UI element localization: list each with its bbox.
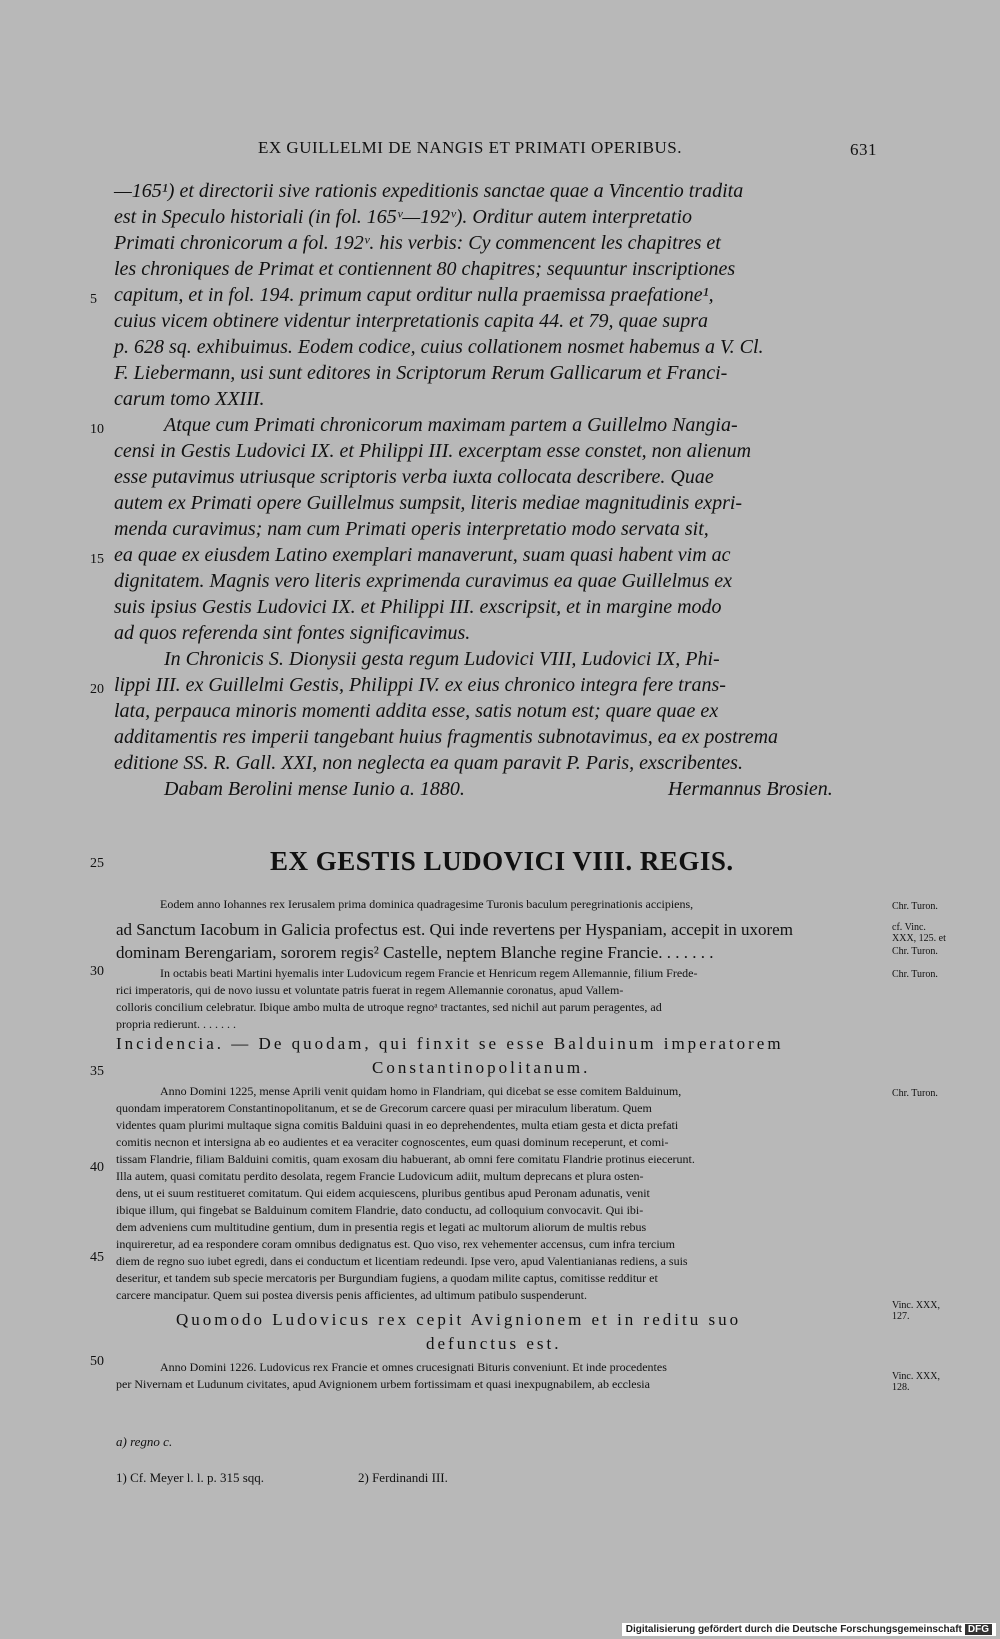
margin-note: Chr. Turon. [892, 901, 938, 912]
line-number: 25 [90, 856, 104, 871]
intro-line: censi in Gestis Ludovici IX. et Philippi III. excerptam esse constet, non alienum [114, 440, 752, 462]
line-number: 15 [90, 552, 104, 567]
line-number: 20 [90, 682, 104, 697]
body-line: inquireretur, ad ea respondere coram omnibus dedignatus est. Quo viso, rex vehementer accensus, cum infra tercium [116, 1237, 675, 1251]
body-line: per Nivernam et Ludunum civitates, apud Avignionem urbem fortissimam et quasi inexpugnabilem, ab ecclesia [116, 1377, 650, 1391]
intro-line: suis ipsius Gestis Ludovici IX. et Philippi III. exscripsit, et in margine modo [114, 596, 722, 618]
body-line: rici imperatoris, qui de novo iussu et voluntate patris fuerat in regem Allemannie coronatus, apud Vallem- [116, 983, 624, 997]
signature-author: Hermannus Brosien. [668, 778, 833, 800]
intro-line: carum tomo XXIII. [114, 388, 265, 410]
signature-date: Dabam Berolini mense Iunio a. 1880. [164, 778, 465, 800]
dfg-credit [622, 1623, 996, 1636]
line-number: 45 [90, 1250, 104, 1265]
line-number: 30 [90, 964, 104, 979]
running-header: EX GUILLELMI DE NANGIS ET PRIMATI OPERIBUS. [258, 138, 682, 157]
body-line: diem de regno suo iubet egredi, dans ei conductum et licentiam redeundi. Ipse vero, apud Valentianianas rediens, a suis [116, 1254, 688, 1268]
body-line: tissam Flandrie, filiam Balduini comitis, quam exosam diu habuerant, ab omni fere comitatu Flandrie protinus eiecerunt. [116, 1152, 695, 1166]
intro-line: Atque cum Primati chronicorum maximam partem a Guillelmo Nangia- [164, 414, 738, 436]
line-number: 35 [90, 1064, 104, 1079]
incidencia-heading: Incidencia. — De quodam, qui finxit se esse Balduinum imperatorem [116, 1034, 784, 1053]
margin-note: Chr. Turon. [892, 946, 938, 957]
intro-line: Primati chronicorum a fol. 192ᵛ. his verbis: Cy commencent les chapitres et [114, 232, 721, 254]
body-line: ad Sanctum Iacobum in Galicia profectus est. Qui inde revertens per Hyspaniam, accepit in uxorem [116, 920, 793, 939]
avignon-heading: defunctus est. [426, 1334, 562, 1353]
line-number: 40 [90, 1160, 104, 1175]
body-line: ibique illum, qui fingebat se Balduinum comitem Flandrie, dato conductu, ad colloquium convocavit. Qui ibi- [116, 1203, 644, 1217]
margin-note: Vinc. XXX, 127. [892, 1300, 941, 1322]
body-line: deseritur, et tandem sub specie mercatoris per Burgundiam fugiens, a quodam milite captus, comitisse redditur et [116, 1271, 658, 1285]
incidencia-heading: Constantinopolitanum. [372, 1058, 591, 1077]
footnote: 2) Ferdinandi III. [358, 1470, 448, 1485]
footnote: 1) Cf. Meyer l. l. p. 315 sqq. [116, 1470, 265, 1485]
body-line: videntes quam plurimi multaque signa comitis Balduini quasi in eo deprehendentes, multa etiam gesta et dicta prefati [116, 1118, 679, 1132]
avignon-heading: Quomodo Ludovicus rex cepit Avignionem et in reditu suo [176, 1310, 742, 1329]
body-line: Eodem anno Iohannes rex Ierusalem prima dominica quadragesime Turonis baculum peregrinationis accipiens, [160, 897, 694, 911]
intro-line: lata, perpauca minoris momenti addita esse, satis notum est; quare quae ex [114, 700, 719, 722]
intro-line: esse putavimus utriusque scriptoris verba iuxta collocata describere. Quae [114, 466, 714, 488]
dfg-logo: DFG [965, 1624, 992, 1635]
intro-line: lippi III. ex Guillelmi Gestis, Philippi IV. ex eius chronico integra fere trans- [114, 674, 726, 696]
body-line: comitis necnon et intersigna ab eo audientes et ea veraciter cognoscentes, eum quasi dominum receperunt, et comi- [116, 1135, 669, 1149]
intro-line: ea quae ex eiusdem Latino exemplari manaverunt, suam quasi habent vim ac [114, 544, 731, 566]
body-line: In octabis beati Martini hyemalis inter Ludovicum regem Francie et Henricum regem Allemannie, filium Frede- [160, 966, 698, 980]
line-number: 50 [90, 1354, 104, 1369]
intro-line: —165¹) et directorii sive rationis expeditionis sanctae quae a Vincentio tradita [114, 180, 744, 202]
credit-text: Digitalisierung gefördert durch die Deutsche Forschungsgemeinschaft [625, 1624, 962, 1635]
line-number: 10 [90, 422, 104, 437]
body-line: propria redierunt. . . . . . . [116, 1017, 236, 1031]
intro-line: est in Speculo historiali (in fol. 165ᵛ—192ᵛ). Orditur autem interpretatio [114, 206, 693, 228]
body-line: dens, ut ei suum restitueret comitatum. Qui eidem acquiescens, pluribus gentibus apud Peronam adunatis, venit [116, 1186, 650, 1200]
margin-note: Chr. Turon. [892, 1088, 938, 1099]
body-line: Anno Domini 1226. Ludovicus rex Francie et omnes crucesignati Bituris conveniunt. Et inde procedentes [160, 1360, 667, 1374]
intro-line: capitum, et in fol. 194. primum caput orditur nulla praemissa praefatione¹, [114, 284, 714, 306]
body-line: Illa autem, quasi comitatu perdito desolata, regem Francie Ludovicum adiit, multum deprecans et plura osten- [116, 1169, 644, 1183]
body-line: Anno Domini 1225, mense Aprili venit quidam homo in Flandriam, qui dicebat se esse comitem Balduinum, [160, 1084, 682, 1098]
margin-note: Chr. Turon. [892, 969, 938, 980]
section-title: EX GESTIS LUDOVICI VIII. REGIS. [270, 846, 734, 876]
intro-line: F. Liebermann, usi sunt editores in Scriptorum Rerum Gallicarum et Franci- [114, 362, 728, 384]
body-line: colloris concilium celebratur. Ibique ambo multa de utroque regnoᵃ tractantes, sed nichil aut parum peragentes, ad [116, 1000, 662, 1014]
body-line: carcere mancipatur. Quem sui postea diversis penis afficientes, ad ultimum patibulo suspenderunt. [116, 1288, 587, 1302]
intro-line: cuius vicem obtinere videntur interpretationis capita 44. et 79, quae supra [114, 310, 708, 332]
intro-line: les chroniques de Primat et contiennent 80 chapitres; sequuntur inscriptiones [114, 258, 736, 280]
margin-note: Vinc. XXX, 128. [892, 1371, 941, 1393]
line-number: 5 [90, 292, 97, 307]
intro-line: additamentis res imperii tangebant huius fragmentis subnotavimus, ea ex postrema [114, 726, 779, 748]
intro-line: p. 628 sq. exhibuimus. Eodem codice, cuius collationem nosmet habemus a V. Cl. [114, 336, 764, 358]
body-line: quondam imperatorem Constantinopolitanum, et se de Grecorum carcere quasi per miraculum liberatum. Quem [116, 1101, 652, 1115]
variant-note: a) regno c. [116, 1434, 173, 1449]
intro-line: menda curavimus; nam cum Primati operis interpretatio modo servata sit, [114, 518, 709, 540]
intro-line: ad quos referenda sint fontes significavimus. [114, 622, 471, 644]
intro-line: dignitatem. Magnis vero literis exprimenda curavimus ea quae Guillelmus ex [114, 570, 733, 592]
intro-line: autem ex Primati opere Guillelmus sumpsit, literis mediae magnitudinis expri- [114, 492, 743, 514]
body-line: dominam Berengariam, sororem regis² Castelle, neptem Blanche regine Francie. . . . . . . [116, 943, 714, 962]
page-number: 631 [850, 140, 877, 159]
body-line: dem adveniens cum multitudine gentium, dum in presentia regis et legati ac multorum aliorum de multis rebus [116, 1220, 647, 1234]
intro-line: In Chronicis S. Dionysii gesta regum Ludovici VIII, Ludovici IX, Phi- [164, 648, 720, 670]
margin-note: cf. Vinc. XXX, 125. et [892, 922, 946, 944]
intro-line: editione SS. R. Gall. XXI, non neglecta ea quam paravit P. Paris, exscribentes. [114, 752, 743, 774]
